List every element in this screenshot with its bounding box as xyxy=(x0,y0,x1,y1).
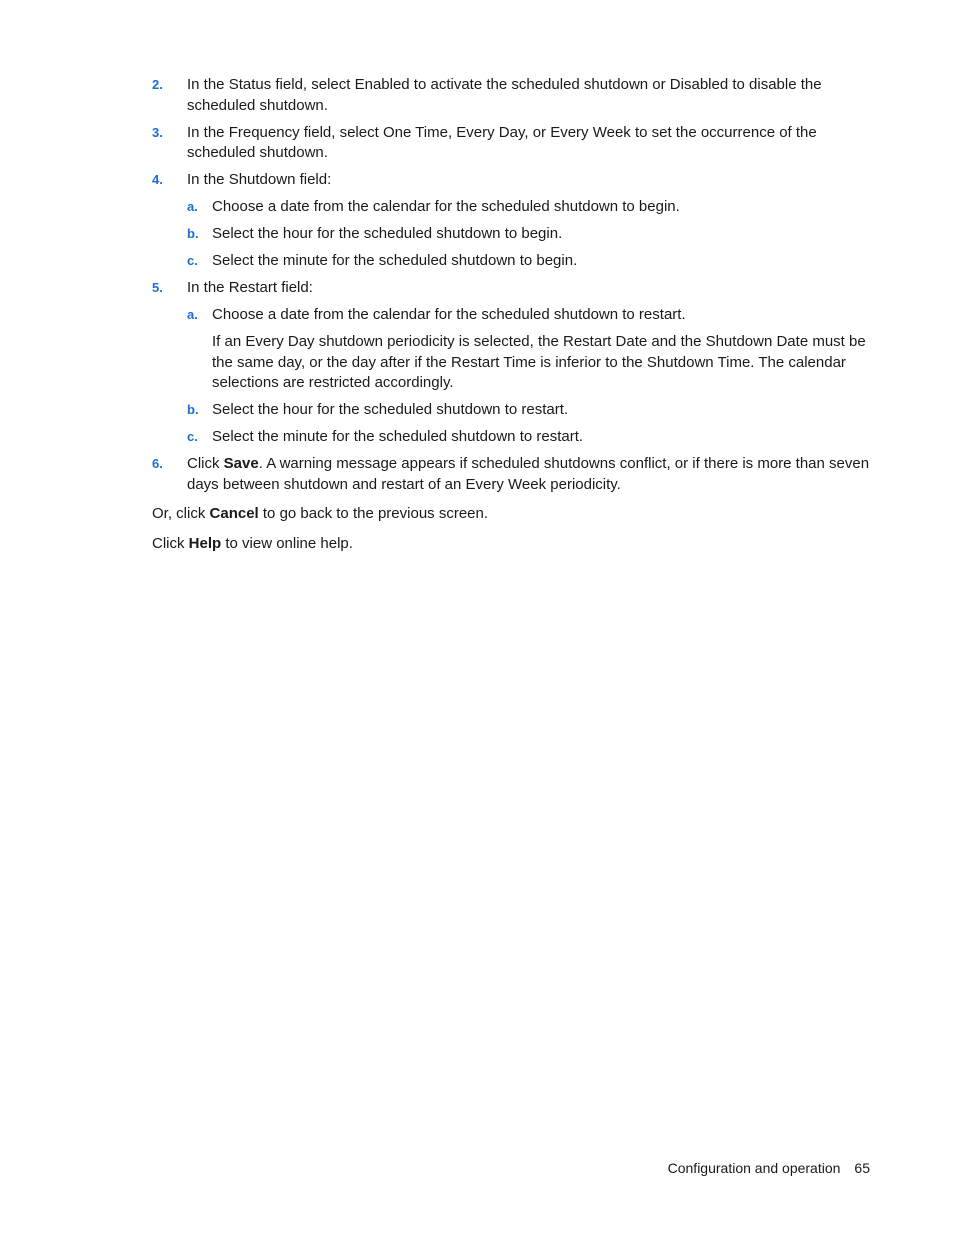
substep-text: Select the hour for the scheduled shutdown to restart. xyxy=(212,401,569,418)
help-text-pre: Click xyxy=(152,534,189,552)
step-4 xyxy=(152,170,872,191)
cancel-paragraph xyxy=(152,504,872,525)
substep-text: Select the hour for the scheduled shutdown to begin. xyxy=(212,225,563,242)
step-5 xyxy=(152,278,872,299)
page-number: 65 xyxy=(854,1160,870,1176)
substep-letter: c. xyxy=(187,429,198,444)
step-3 xyxy=(152,123,872,164)
substep-4c xyxy=(152,251,872,272)
step-number: 3. xyxy=(152,124,163,140)
substep-letter: b. xyxy=(187,402,199,417)
substep-4a xyxy=(152,197,872,218)
substep-5b xyxy=(152,400,872,421)
step-text: In the Shutdown field: xyxy=(187,171,332,188)
substep-letter: c. xyxy=(187,253,198,268)
substep-5a xyxy=(152,305,872,326)
step-number: 2. xyxy=(152,77,163,92)
step-2 xyxy=(152,75,872,116)
step-6 xyxy=(152,454,872,495)
step-number: 5. xyxy=(152,280,163,295)
substep-4b xyxy=(152,224,872,245)
step-number: 4. xyxy=(152,172,163,187)
save-label: Save xyxy=(223,455,259,472)
substep-text: Select the minute for the scheduled shutdown to restart. xyxy=(212,428,584,445)
substep-letter: b. xyxy=(187,226,199,241)
help-paragraph xyxy=(152,534,872,555)
step-number: 6. xyxy=(152,456,163,471)
cancel-label: Cancel xyxy=(209,505,259,522)
cancel-text-post: to go back to the previous screen. xyxy=(258,505,489,522)
help-text-post: to view online help. xyxy=(221,534,353,552)
step-text-post: . A warning message appears if scheduled shutdowns conflict, or if there is more than seven days between shutdown and restart of an Every Week periodicity. xyxy=(187,455,870,493)
step-text-pre: Click xyxy=(187,455,224,472)
substep-5c xyxy=(152,427,872,448)
page-footer xyxy=(668,1158,870,1179)
substep-text: Choose a date from the calendar for the scheduled shutdown to restart. xyxy=(212,306,686,323)
footer-section-title: Configuration and operation xyxy=(667,1160,841,1176)
substep-text: Select the minute for the scheduled shutdown to begin. xyxy=(212,252,578,269)
step-text: In the Restart field: xyxy=(187,279,313,296)
step-text: In the Frequency field, select One Time, Every Day, or Every Week to set the occurrence of the scheduled shutdown. xyxy=(187,123,817,161)
substep-text: Choose a date from the calendar for the scheduled shutdown to begin. xyxy=(212,198,680,215)
cancel-text-pre: Or, click xyxy=(152,505,210,522)
help-label: Help xyxy=(188,534,222,552)
substep-letter: a. xyxy=(187,199,198,214)
substep-letter: a. xyxy=(187,307,198,322)
restart-note: If an Every Day shutdown periodicity is selected, the Restart Date and the Shutdown Date must be the same day, or the day after if the Restart Time is inferior to the Shutdown Time. The calendar selections are restricted accordingly. xyxy=(212,333,866,391)
step-text: In the Status field, select Enabled to activate the scheduled shutdown or Disabled to disable the scheduled shutdown. xyxy=(187,76,822,114)
document-body xyxy=(152,75,872,562)
